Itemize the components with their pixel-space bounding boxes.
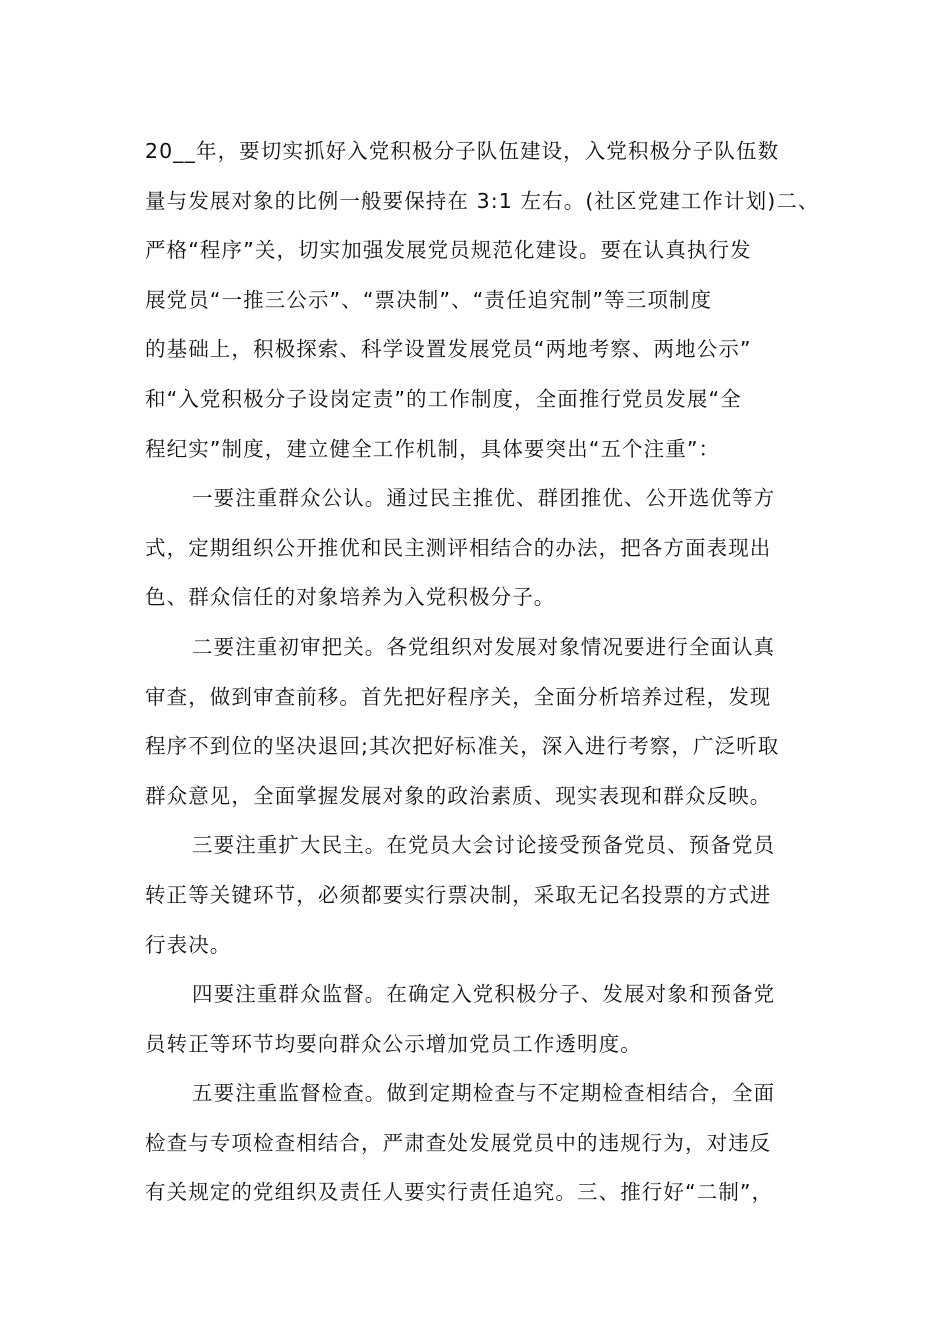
paragraph-first-line: 二要注重初审把关。各党组织对发展对象情况要进行全面认真 bbox=[192, 634, 776, 659]
text-line: 转正等关键环节，必须都要实行票决制，采取无记名投票的方式进 bbox=[145, 882, 772, 907]
text-line: 20__年，要切实抓好入党积极分子队伍建设，入党积极分子队伍数 bbox=[145, 139, 780, 163]
text-line: 群众意见，全面掌握发展对象的政治素质、现实表现和群众反映。 bbox=[145, 783, 772, 808]
text-line: 式，定期组织公开推优和民主测评相结合的办法，把各方面表现出 bbox=[145, 535, 772, 560]
paragraph-first-line: 四要注重群众监督。在确定入党积极分子、发展对象和预备党 bbox=[192, 982, 776, 1007]
text-line: 员转正等环节均要向群众公示增加党员工作透明度。 bbox=[145, 1031, 642, 1056]
paragraph-first-line: 五要注重监督检查。做到定期检查与不定期检查相结合，全面 bbox=[192, 1081, 776, 1106]
text-line: 有关规定的党组织及责任人要实行责任追究。三、推行好“二制”， bbox=[145, 1180, 774, 1205]
text-line: 量与发展对象的比例一般要保持在 3:1 左右。(社区党建工作计划)二、 bbox=[145, 188, 820, 213]
text-line: 展党员“一推三公示”、“票决制”、“责任追究制”等三项制度 bbox=[145, 287, 713, 312]
text-line: 色、群众信任的对象培养为入党积极分子。 bbox=[145, 585, 556, 610]
text-line: 行表决。 bbox=[145, 932, 232, 957]
text-line: 的基础上，积极探索、科学设置发展党员“两地考察、两地公示” bbox=[145, 337, 752, 362]
paragraph-first-line: 一要注重群众公认。通过民主推优、群团推优、公开选优等方 bbox=[192, 486, 776, 511]
body-text bbox=[145, 131, 820, 1222]
text-line: 检查与专项检查相结合，严肃查处发展党员中的违规行为，对违反 bbox=[145, 1130, 772, 1155]
text-line: 严格“程序”关，切实加强发展党员规范化建设。要在认真执行发 bbox=[145, 238, 752, 263]
text-line: 程纪实”制度，建立健全工作机制，具体要突出“五个注重”： bbox=[145, 436, 721, 461]
text-line: 和“入党积极分子设岗定责”的工作制度，全面推行党员发展“全 bbox=[145, 386, 742, 411]
paragraph-first-line: 三要注重扩大民主。在党员大会讨论接受预备党员、预备党员 bbox=[192, 833, 776, 858]
text-line: 程序不到位的坚决退回;其次把好标准关，深入进行考察，广泛听取 bbox=[145, 734, 780, 759]
text-line: 审查，做到审查前移。首先把好程序关，全面分析培养过程，发现 bbox=[145, 684, 772, 709]
